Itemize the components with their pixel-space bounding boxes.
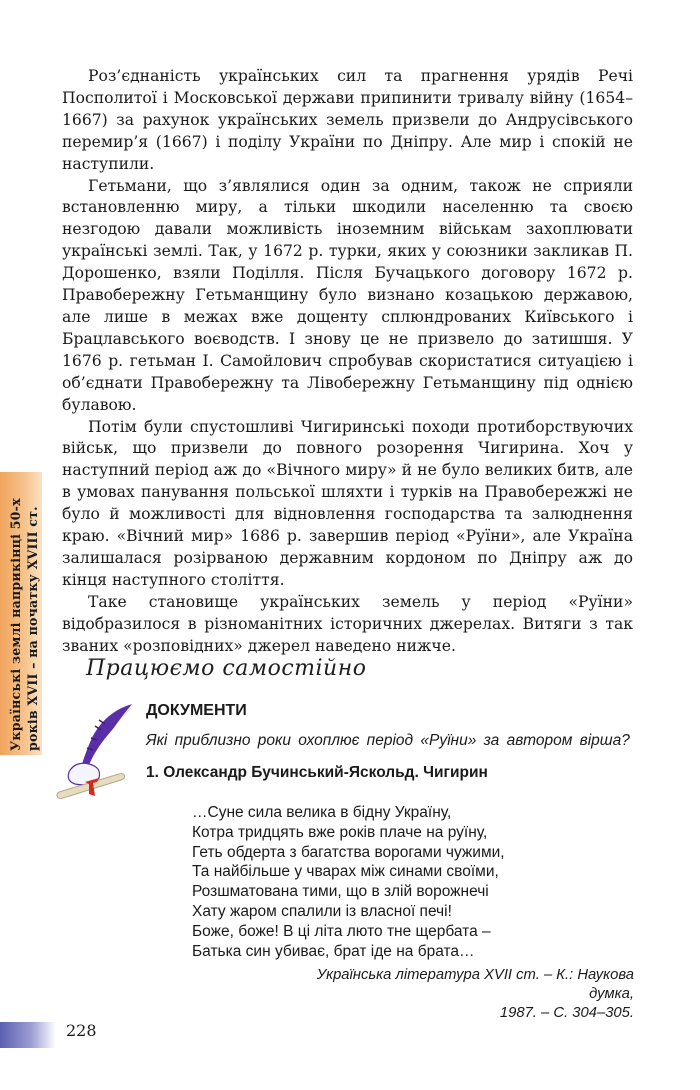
main-text [62, 66, 633, 657]
paragraph: Таке становище українських земель у період «Руїни» відобразилося в різноманітних історичних джерелах. Витяги з так званих «розповідних» джерел наведено нижче. [62, 592, 633, 655]
citation-line-2: 1987. – С. 304–305. [499, 1005, 634, 1021]
source-citation [300, 966, 634, 1023]
documents-section [146, 700, 635, 790]
document-title: 1. Олександр Бучинський-Яскольд. Чигирин [146, 764, 488, 781]
work-independently-heading: Працюємо самостійно [86, 656, 367, 681]
chapter-title-line-1: Українські землі наприкінці 50-х [8, 498, 23, 751]
citation-line-1: Українська література XVII ст. – К.: Наукова думка, [316, 967, 634, 1002]
poem-line: Котра тридцять вже років плаче на руїну, [192, 823, 488, 841]
paragraph: Потім були спустошливі Чигиринські походи протиборствуючих військ, що призвели до повного розорення Чигирина. Хоч у наступний період аж до «Вічного миру» й не було великих битв, але в умовах панування польської шляхти і турків на Правобережжі не було й можливості для відновлення господарства та залюднення краю. «Вічний мир» 1686 р. завершив період «Руїни», але Україна залишалася розірваною державним кордоном по Дніпру аж до кінця наступного століття. [62, 417, 633, 589]
poem-line: Батька син убиває, брат іде на брата… [192, 942, 475, 960]
poem-line: …Суне сила велика в бідну Україну, [192, 804, 452, 821]
task-question: Які приблизно роки охоплює період «Руїни» за автором вірша? [146, 732, 630, 749]
poem-line: Боже, боже! В ці літа люто тне щербата – [192, 922, 491, 940]
paragraph: Роз’єднаність українських сил та прагнення урядів Речі Посполитої і Московської держави припинити тривалу війну (1654–1667) за рахунок українських земель призвели до Андрусівського перемир’я (1667) і поділу України по Дніпру. Але мир і спокій не наступили. [62, 67, 633, 173]
page-number-bar [0, 1022, 56, 1048]
poem [192, 803, 505, 961]
poem-line: Та найбільше у чварах між синами своїми, [192, 863, 499, 881]
quill-scroll-icon [55, 700, 135, 802]
poem-line: Хату жаром спалили із власної печі! [192, 902, 452, 920]
chapter-title-line-2: років XVII – на початку XVIII ст. [25, 506, 40, 751]
poem-line: Розшматована тими, що в злій ворожнечі [192, 883, 489, 901]
chapter-side-tab [0, 472, 42, 755]
page-number: 228 [66, 1021, 97, 1040]
documents-title: ДОКУМЕНТИ [146, 702, 247, 719]
paragraph: Гетьмани, що з’являлися один за одним, також не сприяли встановленню миру, а тільки шкодили населенню та своєю незгодою давали можливість іноземним військам захоплювати українські землі. Так, у 1672 р. турки, яких у союзники закликав П. Дорошенко, взяли Поділля. Після Бучацького договору 1672 р. Правобережну Гетьманщину було визнано козацькою державою, але лише в межах вже дощенту сплюндрованих Київського і Брацлавського воєводств. І знову це не призвело до затишшя. У 1676 р. гетьман І. Самойлович спробував скористатися ситуацією і об’єднати Правобережну та Лівобережну Гетьманщину під однією булавою. [62, 176, 633, 414]
poem-line: Геть обдерта з багатства ворогами чужими, [192, 843, 505, 861]
chapter-side-tab-label [3, 468, 45, 755]
